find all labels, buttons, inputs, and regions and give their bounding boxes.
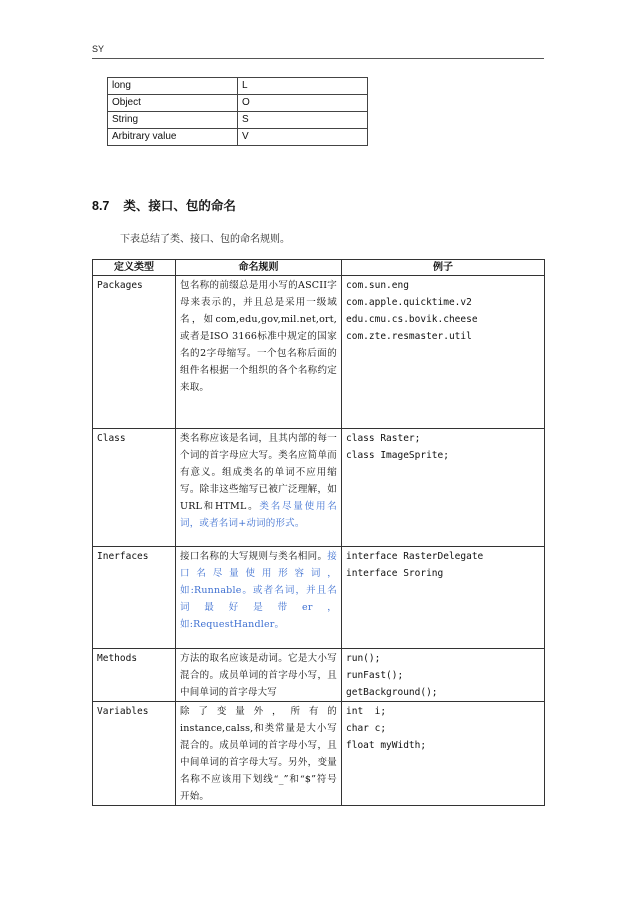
example-line: getBackground(); — [346, 687, 438, 698]
section-number: 8.7 — [92, 199, 110, 213]
type-cell: Arbitrary value — [108, 129, 238, 146]
naming-rules-table — [92, 259, 545, 806]
example-line: char c; — [346, 723, 387, 734]
code-cell: O — [238, 95, 368, 112]
example-cell — [342, 429, 545, 547]
section-title: 类、接口、包的命名 — [123, 199, 236, 213]
type-cell: Object — [108, 95, 238, 112]
column-header-type: 定义类型 — [93, 260, 176, 276]
header-divider — [92, 58, 544, 59]
example-cell — [342, 649, 545, 702]
section-intro: 下表总结了类、接口、包的命名规则。 — [120, 234, 290, 245]
example-cell — [342, 276, 545, 429]
table-row — [108, 112, 368, 129]
type-cell: Class — [93, 429, 176, 547]
code-cell: V — [238, 129, 368, 146]
example-line: runFast(); — [346, 670, 404, 681]
table-row — [108, 78, 368, 95]
rule-highlight-text: 接口名尽量使用形容词，如:Runnable。或者名词，并且名词最好是带er，如:RequestHandler。 — [180, 551, 337, 630]
table-row — [108, 95, 368, 112]
rule-text: 除了变量外，所有的instance,calss,和类常量是大小写混合的。成员单词的首字母小写，且中间单词的首字母大写。另外，变量名称不应该用下划线“_”和“$”符号开始。 — [180, 706, 337, 802]
rule-cell — [176, 649, 342, 702]
column-header-example: 例子 — [342, 260, 545, 276]
rule-text: 包名称的前缀总是用小写的ASCII字母来表示的，并且总是采用一级域名，如com,edu,gov,mil.net,ort,或者是ISO 3166标准中规定的国家名的2字母缩写。一个包名称后面的组件名根据一个组织的各个名称约定来取。 — [180, 280, 337, 393]
example-line: run(); — [346, 653, 381, 664]
rule-cell — [176, 276, 342, 429]
section-heading — [92, 196, 236, 214]
example-line: float myWidth; — [346, 740, 427, 751]
table-header-row — [93, 260, 545, 276]
rule-highlight-text: 类名尽量使用名词，或者名词+动词的形式。 — [180, 501, 337, 529]
type-cell: String — [108, 112, 238, 129]
table-row — [93, 429, 545, 547]
example-line: interface Sroring — [346, 568, 444, 579]
example-line: com.sun.eng — [346, 280, 409, 291]
example-cell — [342, 702, 545, 806]
table-row — [93, 649, 545, 702]
example-line: int i; — [346, 706, 387, 717]
example-line: interface RasterDelegate — [346, 551, 484, 562]
rule-text: 方法的取名应该是动词。它是大小写混合的。成员单词的首字母小写，且中间单词的首字母大写 — [180, 653, 337, 698]
type-code-table — [107, 77, 368, 146]
type-cell: Variables — [93, 702, 176, 806]
rule-cell — [176, 547, 342, 649]
type-cell: Inerfaces — [93, 547, 176, 649]
table-row — [108, 129, 368, 146]
type-cell: Packages — [93, 276, 176, 429]
example-line: com.zte.resmaster.util — [346, 331, 472, 342]
page-header-label: SY — [92, 44, 105, 54]
table-row — [93, 276, 545, 429]
table-row — [93, 702, 545, 806]
type-cell: long — [108, 78, 238, 95]
example-cell — [342, 547, 545, 649]
example-line: class Raster; — [346, 433, 421, 444]
code-cell: S — [238, 112, 368, 129]
code-cell: L — [238, 78, 368, 95]
column-header-rule: 命名规则 — [176, 260, 342, 276]
table-row — [93, 547, 545, 649]
rule-cell — [176, 429, 342, 547]
example-line: class ImageSprite; — [346, 450, 449, 461]
example-line: com.apple.quicktime.v2 — [346, 297, 472, 308]
rule-text: 接口名称的大写规则与类名相同。 — [180, 551, 328, 562]
rule-cell — [176, 702, 342, 806]
rule-text: 类名称应该是名词，且其内部的每一个词的首字母应大写。类名应简单而有意义。组成类名的单词不应用缩写。除非这些缩写已被广泛理解，如URL和HTML。 — [180, 433, 337, 512]
type-cell: Methods — [93, 649, 176, 702]
example-line: edu.cmu.cs.bovik.cheese — [346, 314, 478, 325]
